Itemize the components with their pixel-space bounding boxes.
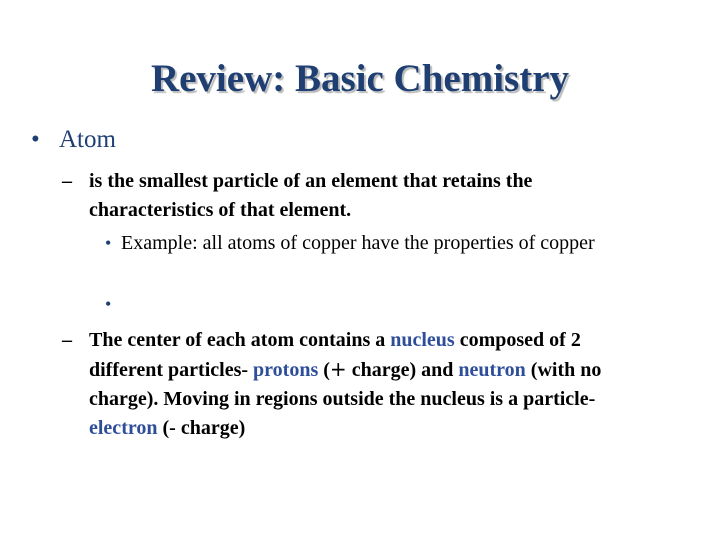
term-protons: protons — [253, 359, 319, 381]
text-run: composed of 2 different particles- — [89, 329, 581, 381]
text-run: (- charge) — [157, 417, 246, 439]
bullet-marker: • — [105, 294, 112, 314]
text-run: charge) and — [346, 359, 459, 381]
term-neutron: neutron — [458, 359, 526, 381]
slide-title: Review: Basic Chemistry — [150, 57, 570, 100]
bullet-text: Atom — [59, 126, 116, 153]
dash-marker: – — [62, 329, 72, 351]
term-nucleus: nucleus — [390, 329, 455, 351]
sub-bullet-text: is the smallest particle of an element that retains the characteristics of that element. — [89, 170, 533, 221]
text-run: The center of each atom contains a — [89, 329, 391, 351]
bullet-marker: • — [105, 233, 112, 253]
dash-marker: – — [62, 170, 72, 192]
sub-sub-bullet-text: Example: all atoms of copper have the properties of copper — [121, 232, 595, 254]
term-electron: electron — [89, 417, 158, 439]
bullet-marker: • — [31, 126, 40, 153]
sub-bullet-text — [89, 326, 659, 443]
text-run: (with no charge). Moving in regions outside the nucleus is a particle- — [89, 359, 602, 410]
text-run: ( — [318, 359, 330, 381]
plus-sign: + — [329, 357, 347, 381]
